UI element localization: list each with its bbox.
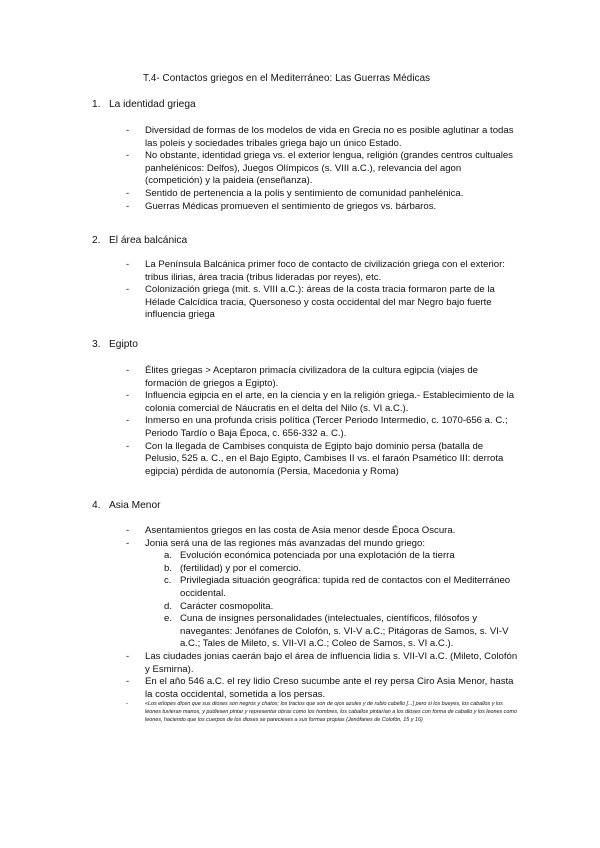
bullet: - — [126, 200, 130, 212]
list-item-text: Sentido de pertenencia a la polis y sentimiento de comunidad panhelénica. — [145, 187, 464, 199]
list-item — [0, 415, 600, 440]
list-item — [0, 676, 600, 701]
sub-item-text: Carácter cosmopolita. — [180, 600, 274, 612]
list-item — [0, 441, 600, 479]
sub-list-item — [0, 563, 600, 576]
section-2-list — [0, 259, 600, 322]
bullet: - — [126, 259, 130, 270]
list-item — [0, 525, 600, 538]
section-title: Asia Menor — [109, 500, 161, 511]
bullet: - — [126, 676, 130, 688]
section-1-list — [0, 125, 600, 213]
sub-letter: a. — [164, 550, 173, 562]
list-item — [0, 259, 600, 284]
sub-letter: e. — [164, 613, 173, 625]
list-item-text: Con la llegada de Cambises conquista de Egipto bajo dominio persa (batalla de Pelusio, 525 a. C., en el Bajo Egipto, Cambises II vs. el faraón Psamético III: derrota egipcia) pérdida de autonomía (Persia, Macedonia y Roma) — [145, 440, 504, 477]
sub-letter: c. — [164, 575, 172, 587]
list-item-text: Inmerso en una profunda crisis política (Tercer Periodo Intermedio, c. 1070-656 a. C.; Periodo Tardío o Baja Época, c. 656-332 a. C.). — [145, 415, 508, 439]
sub-list-item — [0, 601, 600, 614]
list-item-text: Guerras Médicas promueven el sentimiento de griegos vs. bárbaros. — [145, 200, 437, 212]
sub-item-text: Cuna de insignes personalidades (intelectuales, científicos, filósofos y navegantes: Jenófanes de Colofón, s. VI-V a.C.; Pitágoras de Samos, s. VI-V a.C.; Tales de Mileto, s. VII-VI a.C.; Coleo de Samos, s. VI a.C.). — [180, 613, 509, 650]
sub-item-text: (fertilidad) y por el comercio. — [180, 562, 302, 574]
sub-list-item — [0, 613, 600, 651]
list-item — [0, 201, 600, 214]
list-item-text: Las ciudades jonias caerán bajo el área de influencia lidia s. VII-VI a.C. (Mileto, Colofón y Esmirna). — [145, 650, 518, 675]
sub-letter: b. — [164, 562, 173, 574]
list-item-text: En el año 546 a.C. el rey lidio Creso sucumbe ante el rey persa Ciro Asia Menor, hasta la costa occidental, sometida a los persas. — [145, 676, 514, 700]
list-item — [0, 390, 600, 415]
bullet: - — [126, 650, 130, 662]
section-number: 3. — [92, 339, 101, 350]
bullet: - — [126, 150, 130, 162]
section-number: 1. — [92, 99, 101, 110]
list-item — [0, 538, 600, 551]
bullet: - — [126, 415, 130, 427]
list-item — [0, 651, 600, 676]
list-item-text: No obstante, identidad griega vs. el exterior lengua, religión (grandes centros cultuales panhelénicos: Delfos), Juegos Olímpicos (s. VIII a.C.), relevancia del agon (competición) y la paideia (enseñanza). — [145, 150, 513, 187]
bullet: - — [126, 701, 128, 708]
footnote-item — [0, 701, 600, 724]
sub-item-text: Privilegiada situación geográfica: tupida red de contactos con el Mediterráneo occidental. — [180, 575, 511, 599]
bullet: - — [126, 125, 130, 136]
sub-list-item — [0, 575, 600, 600]
section-title: El área balcánica — [109, 235, 188, 246]
sub-list-item — [0, 550, 600, 563]
list-item — [0, 284, 600, 322]
section-3-list — [0, 365, 600, 478]
bullet: - — [126, 440, 130, 452]
section-number: 4. — [92, 500, 101, 511]
list-item — [0, 150, 600, 188]
list-item-text: Jonia será una de las regiones más avanzadas del mundo griego: — [145, 537, 425, 549]
document-title: T.4- Contactos griegos en el Mediterráneo: Las Guerras Médicas — [143, 73, 431, 84]
bullet: - — [126, 284, 130, 296]
list-item-text: La Península Balcánica primer foco de contacto de civilización griega con el exterior: tribus ilirias, área tracia (tribus lideradas por reyes), etc. — [145, 259, 505, 283]
list-item-text: Influencia egipcia en el arte, en la ciencia y en la religión griega.- Establecimiento de la colonia comercial de Náucratis en el delta del Nilo (s. VI a.C.). — [145, 390, 515, 414]
section-title: La identidad griega — [109, 99, 196, 110]
list-item-text: Colonización griega (mit. s. VIII a.C.): áreas de la costa tracia formaron parte de la Hélade Calcídica tracia, Quersoneso y costa occidental del mar Negro bajo fuerte influencia griega — [145, 284, 495, 321]
footnote-quote: «Los etíopes dicen que sus dioses son negros y chatos; los tracios que son de ojos azules y de rubio cabello [...] pero si los bueyes, los caballos y los leones tuvieran manos, y pudiesen pintar y representar obras como los hombres, los caballos pintarían a los dioses con forma de caballo y los leones como leones, haciendo que los cuerpos de los dioses se parecieses a sus formas propias (Jenófanes de Colofón, 15 y 16) — [145, 701, 517, 723]
section-number: 2. — [92, 235, 101, 246]
list-item — [0, 125, 600, 150]
list-item-text: Élites griegas > Aceptaron primacía civilizadora de la cultura egipcia (viajes de formación de griegos a Egipto). — [145, 365, 479, 389]
bullet: - — [126, 390, 130, 402]
list-item — [0, 365, 600, 390]
sub-letter: d. — [164, 600, 173, 612]
section-title: Egipto — [109, 339, 138, 350]
sub-item-text: Evolución económica potenciada por una explotación de la tierra — [180, 550, 455, 562]
bullet: - — [126, 365, 130, 376]
bullet: - — [126, 187, 130, 199]
bullet: - — [126, 525, 130, 536]
list-item-text: Diversidad de formas de los modelos de vida en Grecia no es posible aglutinar a todas las poleis y sociedades tribales griega bajo un único Estado. — [145, 125, 514, 149]
section-4-list — [0, 525, 600, 725]
list-item-text: Asentamientos griegos en las costa de Asia menor desde Época Oscura. — [145, 525, 456, 536]
bullet: - — [126, 537, 130, 549]
list-item — [0, 188, 600, 201]
